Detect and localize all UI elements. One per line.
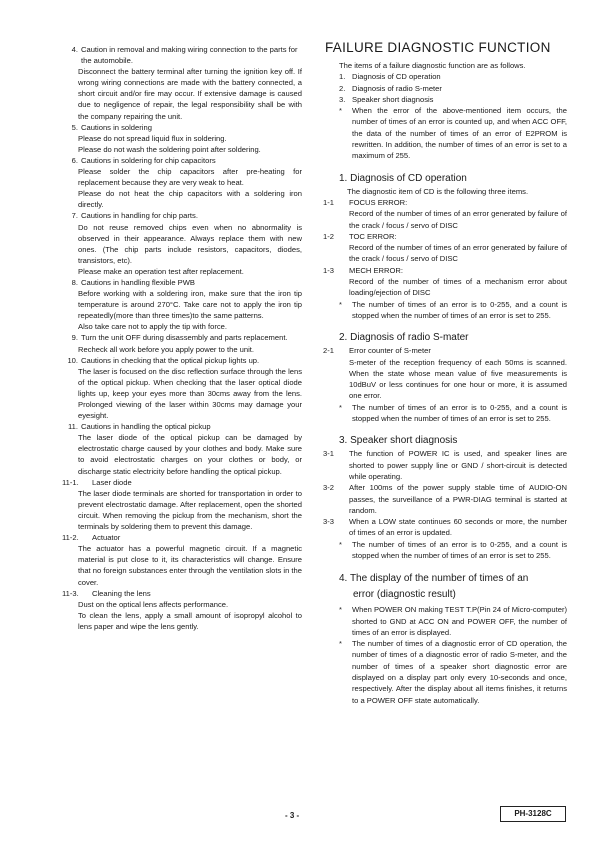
note-star: * — [339, 639, 342, 649]
caution-subitem — [62, 477, 302, 488]
diagnostic-list-item — [339, 94, 567, 105]
intro-note: * When the error of the above-mentioned item occurs, the number of times of an error is counted up, and when ACC OFF, the data of the number of times of an error of E2PROM is rewritten. In addition, the number of times of an error is set to a maximum of 255. — [339, 106, 567, 161]
caution-paragraph: Please do not wash the soldering point after soldering. — [78, 144, 261, 154]
error-code-desc: Record of the number of times of a mechanism error about loading/ejection of DISC — [349, 277, 567, 298]
caution-paragraph: Please do not spread liquid flux in soldering. — [78, 133, 227, 143]
caution-title: Cautions in handling flexible PWB — [81, 277, 195, 287]
section-2-desc: S-meter of the reception frequency of each 50ms is scanned. When the state whose mean value of five measurements is 10dBuV or less continues for one hour or more, it is assumed one error. — [349, 357, 567, 401]
diagnostic-list-item — [339, 71, 567, 82]
caution-item — [62, 122, 302, 133]
left-column — [62, 44, 302, 632]
list-number: 3. — [339, 94, 346, 104]
caution-item — [62, 332, 302, 343]
error-code-desc: Record of the number of times of an error generated by failure of the crack / focus / servo of DISC — [349, 209, 567, 230]
caution-subitem-number: 11-1. — [62, 477, 79, 487]
error-code-number: 1-2 — [323, 231, 334, 241]
caution-number: 10. — [67, 355, 78, 365]
caution-number: 11. — [68, 422, 78, 432]
error-code — [323, 265, 567, 276]
model-number: PH-3128C — [500, 806, 566, 822]
caution-title: Cautions in handling the optical pickup — [81, 422, 211, 432]
error-code-number: 1-3 — [323, 265, 334, 275]
list-number: 2. — [339, 83, 346, 93]
page-title: FAILURE DIAGNOSTIC FUNCTION — [325, 40, 551, 55]
caution-title: Cautions in soldering — [81, 122, 152, 132]
caution-subitem-title: Laser diode — [92, 477, 132, 487]
caution-paragraph: Also take care not to apply the tip with force. — [78, 322, 228, 332]
caution-title: Cautions in handling for chip parts. — [81, 211, 198, 221]
caution-number: 6. — [71, 155, 78, 165]
caution-number: 5. — [71, 122, 78, 132]
caution-paragraph: The laser diode terminals are shorted for transportation in order to prevent electrostatic damage. After replacement, open the shorted circuit. When removing the pickup from the mechanism, short the terminals by soldering them to prevent this damage. — [78, 488, 302, 532]
caution-item — [62, 277, 302, 288]
caution-subitem-title: Actuator — [92, 533, 121, 543]
section-2-heading: 2. Diagnosis of radio S-mater — [339, 332, 469, 344]
section-1-note: * The number of times of an error is to 0-255, and a count is stopped when the number of times of an error is set to 255. — [339, 299, 567, 320]
note-text: The number of times of a diagnostic error of CD operation, the number of times of a diagnostic error of radio S-meter, and the number of times of a speaker short diagnostic error are displayed on a display part only every 10-seconds and once, respectively. After the display about all items finishes, it returns to a POWER OFF state automatically. — [352, 639, 567, 705]
intro-text: The items of a failure diagnostic function are as follows. — [339, 61, 526, 70]
speaker-code — [323, 516, 567, 539]
caution-paragraph: Please solder the chip capacitors after pre-heating for replacement because they are very weak to heat. — [78, 167, 302, 188]
caution-title: Caution in removal and making wiring connection to the parts for the automobile. — [81, 45, 298, 66]
caution-title: Cautions in checking that the optical pickup lights up. — [81, 355, 260, 365]
error-code-desc: Record of the number of times of an error generated by failure of the crack / focus / servo of DISC — [349, 243, 567, 264]
caution-paragraph: The actuator has a powerful magnetic circuit. If a magnetic material is put close to it, its characteristics will change. Ensure that no foreign substances enter through the ventilation slots in the cover. — [78, 544, 302, 587]
speaker-code-number: 3-2 — [323, 483, 334, 493]
caution-paragraph: Before working with a soldering iron, make sure that the iron tip temperature is around 270°C. Take care not to apply the iron tip repeatedly(more than three times)to the same patterns. — [78, 289, 302, 321]
speaker-code-text: After 100ms of the power supply stable time of AUDIO-ON passes, the surveillance of a PWR-DIAG terminal is started at random. — [349, 483, 567, 515]
speaker-code-text: The function of POWER IC is used, and speaker lines are shorted to power supply line or GND / short-circuit is detected while operating. — [349, 449, 567, 481]
section-4-heading: 4. The display of the number of times of an error (diagnostic result) — [339, 573, 529, 601]
caution-number: 4. — [71, 45, 78, 54]
section-2-code: 2-1 Error counter of S-meter — [323, 346, 431, 356]
note-star: * — [339, 605, 342, 615]
caution-subitem — [62, 532, 302, 543]
caution-paragraph: Dust on the optical lens affects performance. — [78, 599, 229, 609]
list-text: Speaker short diagnosis — [352, 94, 434, 104]
section-3-heading: 3. Speaker short diagnosis — [339, 435, 458, 447]
caution-number: 9. — [71, 333, 78, 343]
caution-subitem-number: 11-2. — [62, 533, 79, 543]
list-number: 1. — [339, 72, 346, 82]
caution-subitem-title: Cleaning the lens — [92, 588, 151, 598]
speaker-code-number: 3-1 — [323, 449, 334, 459]
display-note — [339, 638, 567, 706]
caution-paragraph: Please make an operation test after replacement. — [78, 266, 244, 276]
section-2-note: * The number of times of an error is to 0-255, and a count is stopped when the number of times of an error is set to 255. — [339, 402, 567, 424]
section-1-heading: 1. Diagnosis of CD operation — [339, 172, 467, 184]
display-note — [339, 604, 567, 638]
section-3-note: * The number of times of an error is to 0-255, and a count is stopped when the number of times of an error is set to 255. — [339, 539, 567, 560]
caution-item — [62, 355, 302, 366]
caution-number: 7. — [71, 211, 78, 221]
error-code-title: MECH ERROR: — [349, 265, 404, 275]
caution-paragraph: Disconnect the battery terminal after turning the ignition key off. If wrong wiring connections are made with the battery connected, a short circuit and/or fire may occur. If extensive damage is caused due to negligence of repair, the legal responsibility shall be with the company repairing the unit. — [78, 67, 302, 121]
caution-subitem — [62, 588, 302, 599]
caution-item — [62, 210, 302, 221]
caution-paragraph: Do not reuse removed chips even when no abnormality is observed in their appearance. Always replace them with new ones. (The chip parts include resistors, capacitors, diodes, transistors, etc). — [78, 222, 302, 265]
speaker-code-text: When a LOW state continues 60 seconds or more, the number of times of an error is updated. — [349, 517, 567, 538]
caution-paragraph: Recheck all work before you apply power to the unit. — [78, 344, 255, 354]
caution-item — [62, 421, 302, 432]
right-column — [325, 40, 567, 706]
list-text: Diagnosis of radio S-meter — [352, 83, 442, 93]
page-number: - 3 - — [285, 811, 300, 820]
list-text: Diagnosis of CD operation — [352, 72, 441, 82]
error-code-title: FOCUS ERROR: — [349, 197, 408, 207]
error-code — [323, 197, 567, 208]
diagnostic-list-item — [339, 83, 567, 94]
speaker-code — [323, 448, 567, 482]
speaker-code-number: 3-3 — [323, 517, 334, 527]
caution-item — [62, 155, 302, 166]
caution-paragraph: The laser is focused on the disc reflection surface through the lens of the optical pickup. When checking that the laser optical diode lights up, keep your eyes more than 30cms away from the lens. Prolonged viewing of the laser within 30cms may damage your eyesight. — [78, 366, 302, 421]
caution-title: Cautions in soldering for chip capacitors — [81, 155, 216, 165]
caution-paragraph: To clean the lens, apply a small amount of isopropyl alcohol to lens paper and wipe the lens gently. — [78, 610, 302, 631]
speaker-code — [323, 482, 567, 516]
caution-number: 8. — [71, 277, 78, 287]
caution-paragraph: The laser diode of the optical pickup can be damaged by electrostatic charge caused by your clothes and body. Make sure to avoid electrostatic charges on your clothes or body, or discharge static electricity before handling the optical pickup. — [78, 433, 302, 476]
note-text: When POWER ON making TEST T.P(Pin 24 of Micro-computer) shorted to GND at ACC ON and POWER OFF, the number of times of an error is displayed. — [352, 605, 567, 637]
error-code-number: 1-1 — [323, 197, 334, 207]
error-code — [323, 231, 567, 242]
section-1-lead: The diagnostic item of CD is the following three items. — [347, 186, 529, 196]
caution-paragraph: Please do not heat the chip capacitors with a soldering iron directly. — [78, 189, 302, 210]
error-code-title: TOC ERROR: — [349, 231, 397, 241]
caution-subitem-number: 11-3. — [62, 588, 79, 598]
caution-item — [62, 44, 302, 66]
caution-title: Turn the unit OFF during disassembly and parts replacement. — [81, 333, 288, 343]
